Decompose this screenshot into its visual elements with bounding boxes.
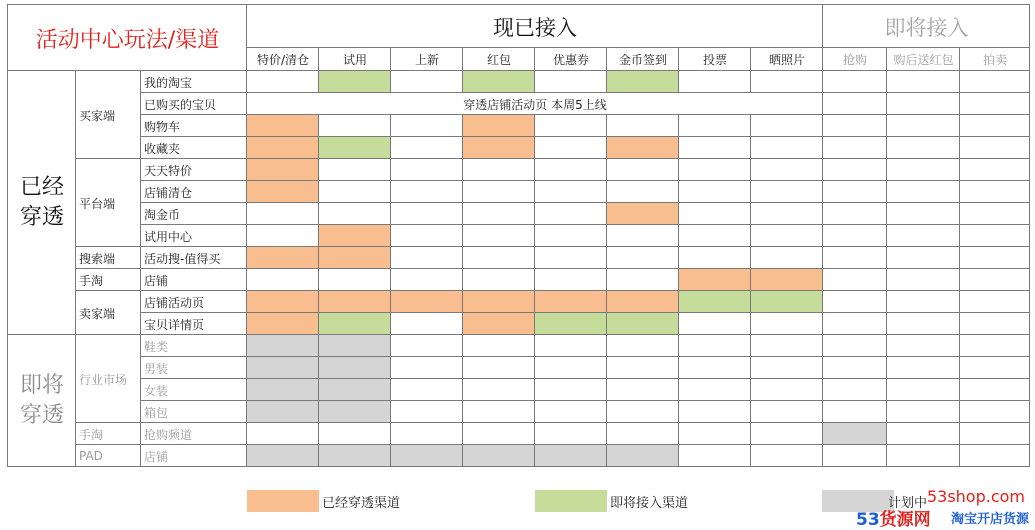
matrix-cell (887, 115, 960, 137)
matrix-cell (679, 379, 751, 401)
matrix-cell-coming (607, 71, 679, 93)
matrix-cell (679, 181, 751, 203)
matrix-cell (960, 71, 1030, 93)
matrix-cell (751, 313, 823, 335)
matrix-cell-planned (319, 379, 391, 401)
matrix-cell (887, 93, 960, 115)
watermark (838, 487, 1035, 530)
matrix-cell (823, 203, 887, 225)
matrix-cell (463, 203, 535, 225)
matrix-cell (247, 71, 319, 93)
section-header-active-text (8, 71, 76, 335)
matrix-cell-coming (319, 71, 391, 93)
matrix-cell (247, 269, 319, 291)
matrix-cell (887, 203, 960, 225)
legend-label-orange: 已经穿透渠道 (322, 496, 401, 511)
watermark-brand (856, 505, 931, 530)
row-label: 箱包 (144, 405, 169, 420)
matrix-cell (319, 159, 391, 181)
matrix-cell (823, 71, 887, 93)
matrix-cell-coming (679, 291, 751, 313)
matrix-cell (391, 401, 463, 423)
matrix-cell (960, 357, 1030, 379)
matrix-cell-live (679, 269, 751, 291)
matrix-cell (823, 225, 887, 247)
matrix-cell (960, 225, 1030, 247)
matrix-cell-planned (247, 357, 319, 379)
matrix-cell (607, 115, 679, 137)
matrix-cell (607, 269, 679, 291)
matrix-cell (823, 357, 887, 379)
matrix-cell (391, 203, 463, 225)
row-label: 鞋类 (144, 339, 169, 354)
matrix-cell (751, 137, 823, 159)
matrix-cell (535, 401, 607, 423)
matrix-cell (319, 115, 391, 137)
matrix-cell (535, 379, 607, 401)
matrix-cell (391, 159, 463, 181)
matrix-cell (823, 401, 887, 423)
row-label: 宝贝详情页 (144, 317, 205, 332)
watermark-brand-text: 货源网 (879, 510, 931, 530)
matrix-cell (391, 379, 463, 401)
matrix-cell-live (463, 291, 535, 313)
matrix-cell-live (247, 247, 319, 269)
subgroup-search-label: 搜索端 (79, 251, 116, 266)
matrix-cell (391, 181, 463, 203)
column-header-label: 试用 (342, 53, 367, 67)
matrix-cell (535, 203, 607, 225)
matrix-cell-coming (463, 71, 535, 93)
matrix-cell-coming (607, 313, 679, 335)
matrix-cell (535, 269, 607, 291)
subgroup-buyer-label: 买家端 (79, 108, 116, 123)
row-label: 店铺活动页 (144, 295, 205, 310)
subgroup-mobile2-label: 手淘 (79, 427, 104, 442)
matrix-cell (960, 379, 1030, 401)
matrix-cell (247, 225, 319, 247)
matrix-cell (751, 247, 823, 269)
matrix-cell-planned (391, 445, 463, 467)
row-label: 店铺 (144, 273, 169, 288)
matrix-cell (391, 225, 463, 247)
matrix-cell (607, 423, 679, 445)
matrix-cell (607, 379, 679, 401)
matrix-cell-live (607, 203, 679, 225)
matrix-cell (887, 357, 960, 379)
row-label: 收藏夹 (144, 141, 181, 156)
matrix-cell (679, 401, 751, 423)
matrix-cell (391, 71, 463, 93)
legend-swatch-orange (247, 490, 319, 512)
matrix-cell (679, 71, 751, 93)
matrix-cell (823, 137, 887, 159)
matrix-cell-live (247, 137, 319, 159)
matrix-cell (887, 159, 960, 181)
matrix-cell (535, 159, 607, 181)
matrix-cell (960, 181, 1030, 203)
matrix-cell (960, 93, 1030, 115)
section-header-soon-text (8, 335, 76, 467)
row-label: 试用中心 (144, 229, 193, 244)
matrix-cell (391, 423, 463, 445)
matrix-cell (960, 445, 1030, 467)
matrix-cell (679, 423, 751, 445)
matrix-cell-live (535, 291, 607, 313)
matrix-cell (960, 137, 1030, 159)
subgroup-pad-label: PAD (79, 449, 103, 463)
column-header-label: 投票 (702, 53, 727, 67)
matrix-cell (823, 291, 887, 313)
matrix-cell-live (607, 291, 679, 313)
subgroup-industry-label: 行业市场 (79, 372, 128, 387)
matrix-cell (823, 379, 887, 401)
matrix-cell (607, 401, 679, 423)
matrix-cell (960, 269, 1030, 291)
matrix-cell-live (247, 313, 319, 335)
matrix-cell (823, 115, 887, 137)
matrix-cell-live (247, 159, 319, 181)
matrix-cell (751, 357, 823, 379)
matrix-cell (887, 181, 960, 203)
matrix-cell (679, 115, 751, 137)
matrix-cell (887, 445, 960, 467)
matrix-cell-planned (319, 357, 391, 379)
matrix-cell-planned (535, 445, 607, 467)
matrix-cell (463, 181, 535, 203)
matrix-cell (319, 269, 391, 291)
matrix-cell (960, 203, 1030, 225)
matrix-cell-coming (319, 313, 391, 335)
matrix-cell (463, 247, 535, 269)
matrix-cell (887, 269, 960, 291)
matrix-cell-planned (607, 445, 679, 467)
matrix-cell (751, 115, 823, 137)
matrix-cell (751, 445, 823, 467)
matrix-cell-planned (463, 445, 535, 467)
matrix-cell (823, 269, 887, 291)
matrix-cell (887, 313, 960, 335)
matrix-cell (391, 115, 463, 137)
matrix-cell (247, 423, 319, 445)
matrix-cell (607, 247, 679, 269)
matrix-cell (535, 137, 607, 159)
matrix-cell-planned (319, 401, 391, 423)
matrix-cell (679, 247, 751, 269)
matrix-cell (887, 335, 960, 357)
matrix-cell (607, 335, 679, 357)
matrix-cell (391, 269, 463, 291)
column-header-label: 红包 (486, 53, 511, 67)
matrix-cell (887, 225, 960, 247)
matrix-cell (535, 181, 607, 203)
matrix-cell (391, 313, 463, 335)
group-header-upcoming-text: 即将接入 (884, 15, 969, 40)
matrix-cell (535, 225, 607, 247)
row-label: 购物车 (144, 119, 181, 134)
matrix-cell-live (247, 291, 319, 313)
matrix-cell (463, 269, 535, 291)
table-title-text: 活动中心玩法/渠道 (35, 27, 220, 53)
matrix-cell (887, 423, 960, 445)
matrix-cell (751, 203, 823, 225)
column-header-label: 上新 (414, 53, 439, 67)
group-header-current-text: 现已接入 (493, 15, 577, 40)
section-label: 即将穿透 (19, 373, 64, 428)
matrix-cell (679, 445, 751, 467)
matrix-cell (535, 423, 607, 445)
matrix-cell (463, 379, 535, 401)
row-label: 店铺 (144, 449, 169, 464)
matrix-cell (751, 401, 823, 423)
matrix-cell-live (247, 115, 319, 137)
matrix-cell (960, 401, 1030, 423)
column-header-label: 抢购 (842, 53, 867, 67)
legend-label-green: 即将接入渠道 (610, 496, 689, 511)
matrix-cell (887, 401, 960, 423)
matrix-cell (823, 247, 887, 269)
matrix-cell (960, 247, 1030, 269)
matrix-cell (960, 159, 1030, 181)
matrix-cell (391, 357, 463, 379)
matrix-cell (960, 115, 1030, 137)
matrix-cell (751, 335, 823, 357)
matrix-cell (823, 181, 887, 203)
column-header-label: 晒照片 (768, 53, 805, 67)
matrix-cell-planned (319, 445, 391, 467)
matrix-cell-planned (247, 335, 319, 357)
matrix-cell-planned (319, 335, 391, 357)
matrix-cell (679, 203, 751, 225)
row-label: 抢购频道 (144, 427, 193, 442)
matrix-cell (887, 137, 960, 159)
matrix-cell (823, 313, 887, 335)
row-label: 店铺清仓 (144, 185, 193, 200)
row-label: 女装 (144, 383, 169, 398)
legend-label-gray: 计划中 (888, 496, 928, 511)
matrix-cell-live (463, 137, 535, 159)
matrix-cell (535, 247, 607, 269)
matrix-cell (463, 423, 535, 445)
matrix-cell-live (391, 291, 463, 313)
row-label: 天天特价 (144, 163, 193, 178)
column-header-label: 购后送红包 (893, 53, 954, 67)
row-label: 已购买的宝贝 (144, 97, 217, 112)
matrix-cell (247, 203, 319, 225)
matrix-cell (391, 335, 463, 357)
matrix-cell-live (319, 247, 391, 269)
matrix-cell (823, 159, 887, 181)
matrix-cell-planned (247, 445, 319, 467)
matrix-cell (887, 71, 960, 93)
matrix-cell (679, 137, 751, 159)
matrix-cell-live (463, 115, 535, 137)
matrix-cell (823, 445, 887, 467)
matrix-cell-planned (823, 423, 887, 445)
matrix-cell (535, 335, 607, 357)
matrix-cell (679, 335, 751, 357)
matrix-cell-coming (535, 313, 607, 335)
matrix-cell (887, 379, 960, 401)
column-header-label: 金币签到 (618, 53, 667, 67)
matrix-cell (679, 357, 751, 379)
matrix-cell (535, 357, 607, 379)
matrix-cell (751, 71, 823, 93)
matrix-cell-planned (247, 401, 319, 423)
matrix-cell (823, 93, 887, 115)
matrix-cell (535, 115, 607, 137)
matrix-cell-live (751, 269, 823, 291)
matrix-cell (679, 159, 751, 181)
row-label: 淘金币 (144, 207, 181, 222)
column-header-label: 拍卖 (982, 53, 1007, 67)
matrix-cell (960, 313, 1030, 335)
matrix-cell (607, 181, 679, 203)
matrix-cell (391, 247, 463, 269)
matrix-cell (751, 423, 823, 445)
matrix-cell (887, 247, 960, 269)
watermark-site: 53shop.com (926, 487, 1025, 506)
matrix-cell-live (319, 291, 391, 313)
matrix-cell-coming (751, 291, 823, 313)
matrix-cell (463, 357, 535, 379)
column-header-label: 特价/清仓 (256, 53, 310, 67)
row-label: 男装 (144, 361, 169, 376)
matrix-cell (679, 313, 751, 335)
subgroup-seller-label: 卖家端 (79, 306, 116, 321)
matrix-cell-live (607, 137, 679, 159)
merged-note: 穿透店铺活动页 本周5上线 (463, 97, 607, 112)
matrix-cell (823, 335, 887, 357)
matrix-cell-live (247, 181, 319, 203)
matrix-cell (391, 137, 463, 159)
matrix-cell (751, 379, 823, 401)
matrix-cell (319, 203, 391, 225)
matrix-cell (319, 181, 391, 203)
matrix-cell-live (463, 313, 535, 335)
matrix-cell (679, 225, 751, 247)
matrix-cell (751, 181, 823, 203)
matrix-cell (463, 401, 535, 423)
matrix-cell (751, 225, 823, 247)
section-label: 已经穿透 (19, 175, 64, 230)
matrix-cell (463, 225, 535, 247)
matrix-cell (751, 159, 823, 181)
matrix-cell (463, 335, 535, 357)
matrix-cell (960, 291, 1030, 313)
watermark-tagline: 淘宝开店货源 (950, 512, 1029, 527)
subgroup-platform-label: 平台端 (79, 196, 116, 211)
matrix-cell (535, 71, 607, 93)
legend-swatch-green (535, 490, 607, 512)
subgroup-mobile-label: 手淘 (79, 273, 104, 288)
matrix-cell-coming (319, 137, 391, 159)
row-label: 活动搜-值得买 (144, 251, 221, 266)
matrix-cell-planned (247, 379, 319, 401)
matrix-cell (607, 159, 679, 181)
matrix-cell (607, 225, 679, 247)
matrix-cell (960, 423, 1030, 445)
row-label: 我的淘宝 (144, 75, 193, 90)
watermark-brand-num: 53 (856, 510, 880, 530)
matrix-cell (887, 291, 960, 313)
matrix-cell (607, 357, 679, 379)
matrix-cell-live (319, 225, 391, 247)
column-header-label: 优惠券 (552, 53, 589, 67)
matrix-cell (960, 335, 1030, 357)
matrix-cell (463, 159, 535, 181)
matrix-cell (319, 423, 391, 445)
